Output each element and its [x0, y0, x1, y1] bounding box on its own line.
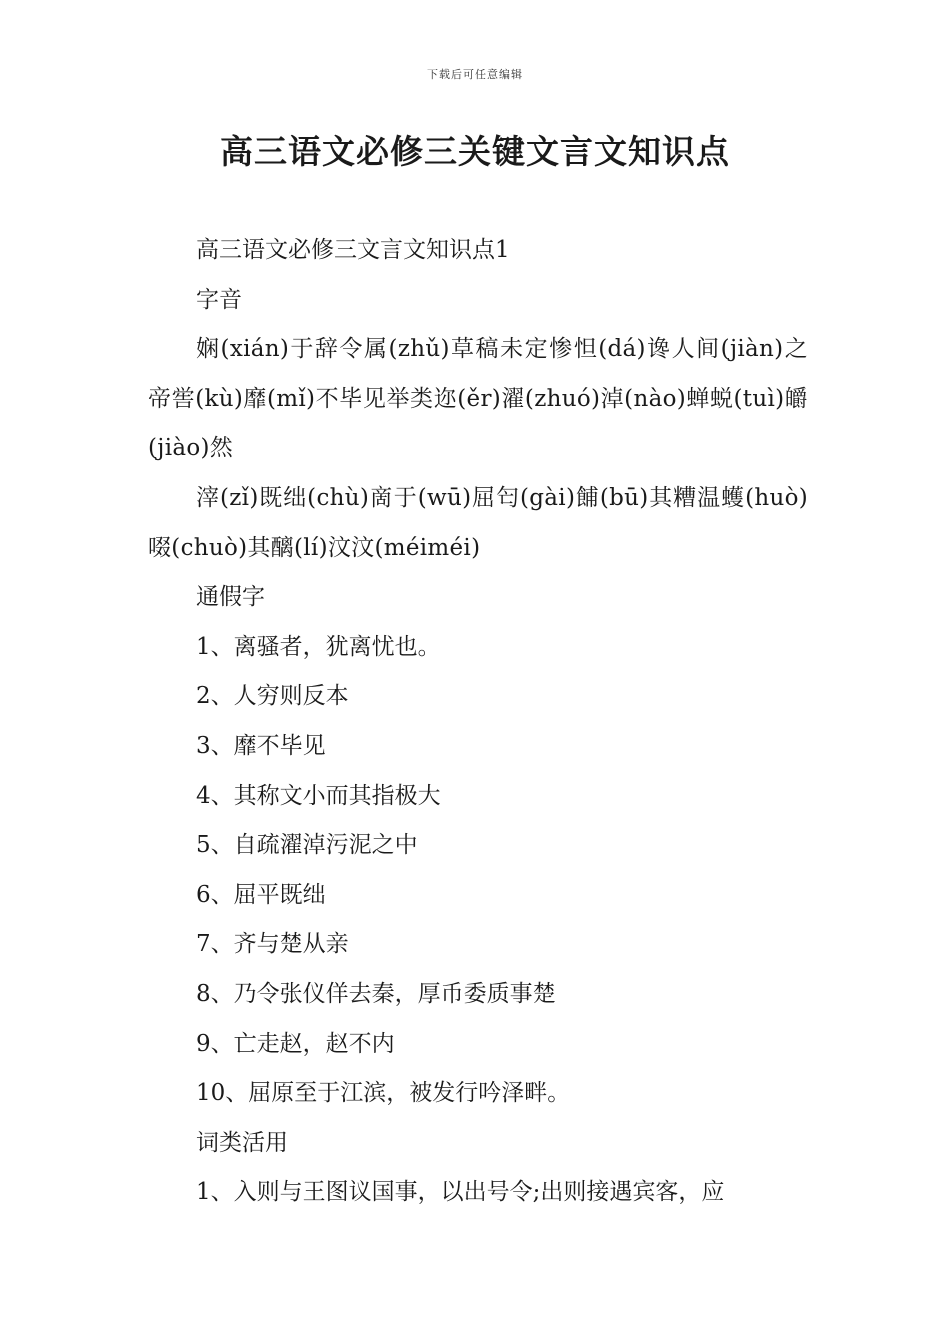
list-item: 2、人穷则反本 — [196, 683, 349, 710]
list-item: 9、亡走赵，赵不内 — [196, 1030, 395, 1057]
list-item: 6、屈平既绌 — [196, 881, 326, 908]
document-body — [148, 226, 808, 1218]
list-item: 1、离骚者，犹离忧也。 — [196, 633, 441, 660]
pronunciation-heading: 字音 — [196, 286, 242, 313]
list-item: 8、乃令张仪佯去秦，厚币委质事楚 — [196, 980, 556, 1007]
document-title: 高三语文必修三关键文言文知识点 — [220, 132, 730, 171]
list-item: 7、齐与楚从亲 — [196, 931, 349, 958]
pronunciation-paragraph: 滓(zǐ)既绌(chù)啇于(wū)屈匄(gài)餔(bū)其糟温蠖(huò)啜(chuò)其醨(lí)汶汶(méiméi) — [148, 484, 808, 561]
list-item: 5、自疏濯淖污泥之中 — [196, 832, 418, 859]
word-usage-heading: 词类活用 — [196, 1129, 288, 1156]
interchangeable-heading: 通假字 — [196, 584, 265, 611]
list-item: 4、其称文小而其指极大 — [196, 782, 441, 809]
list-item: 10、屈原至于江滨，被发行吟泽畔。 — [196, 1080, 571, 1107]
header-note: 下载后可任意编辑 — [427, 68, 523, 81]
section-title: 高三语文必修三文言文知识点1 — [196, 237, 510, 263]
list-item: 3、靡不毕见 — [196, 732, 326, 759]
pronunciation-paragraph: 娴(xián)于辞令属(zhǔ)草稿未定惨怛(dá)谗人间(jiàn)之帝喾(kù)靡(mǐ)不毕见举类迩(ěr)濯(zhuó)淖(nào)蝉蜕(tuì)皭(jiào)然 — [148, 336, 808, 462]
list-item: 1、入则与王图议国事，以出号令;出则接遇宾客，应 — [196, 1179, 725, 1206]
